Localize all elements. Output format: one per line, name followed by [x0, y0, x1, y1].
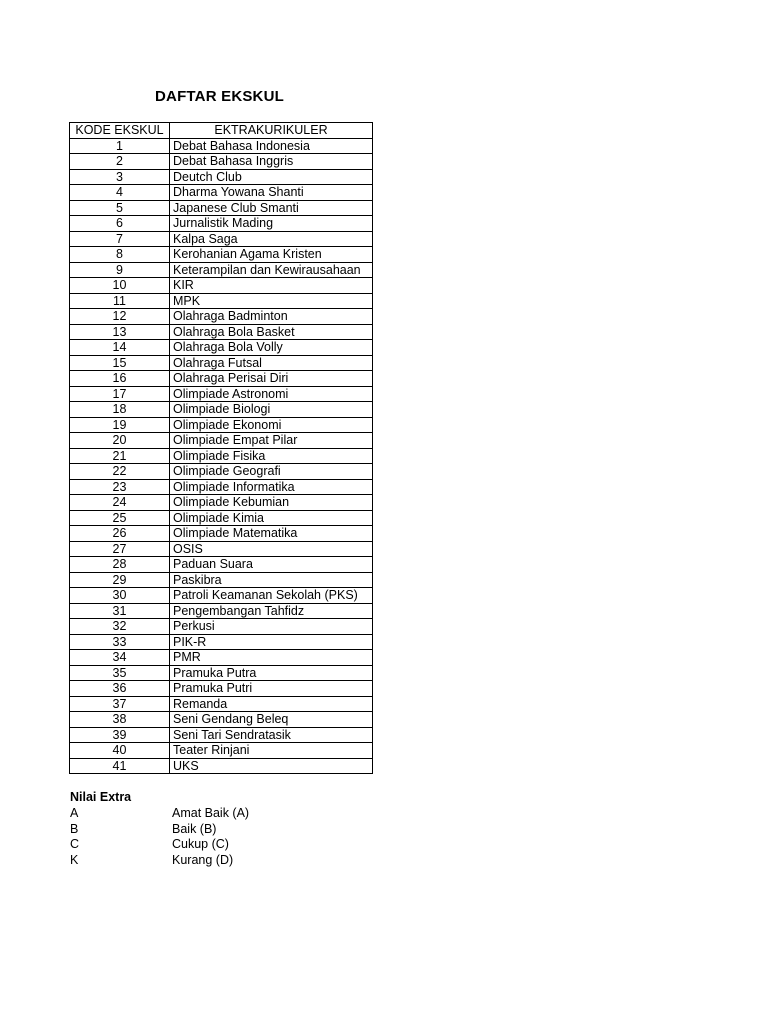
nilai-extra-code: K: [70, 852, 79, 867]
cell-kode: 23: [70, 479, 170, 495]
cell-kode: 8: [70, 247, 170, 263]
nilai-extra-item: [70, 837, 249, 853]
cell-kode: 4: [70, 185, 170, 201]
table-row: [70, 572, 373, 588]
table-row: [70, 588, 373, 604]
cell-ekstrakurikuler: Olimpiade Matematika: [170, 526, 373, 542]
cell-ekstrakurikuler: Olimpiade Fisika: [170, 448, 373, 464]
table-row: [70, 138, 373, 154]
table-row: [70, 355, 373, 371]
table-row: [70, 758, 373, 774]
table-row: [70, 526, 373, 542]
nilai-extra-item: [70, 806, 249, 822]
nilai-extra-label: Baik (B): [172, 821, 217, 836]
cell-ekstrakurikuler: Remanda: [170, 696, 373, 712]
cell-kode: 6: [70, 216, 170, 232]
cell-kode: 11: [70, 293, 170, 309]
cell-ekstrakurikuler: Debat Bahasa Indonesia: [170, 138, 373, 154]
cell-ekstrakurikuler: MPK: [170, 293, 373, 309]
cell-kode: 14: [70, 340, 170, 356]
table-row: [70, 681, 373, 697]
cell-kode: 24: [70, 495, 170, 511]
cell-ekstrakurikuler: Perkusi: [170, 619, 373, 635]
page-title: DAFTAR EKSKUL: [155, 88, 284, 105]
cell-ekstrakurikuler: Paduan Suara: [170, 557, 373, 573]
table-body: [70, 138, 373, 774]
cell-ekstrakurikuler: Olimpiade Informatika: [170, 479, 373, 495]
cell-kode: 20: [70, 433, 170, 449]
table-row: [70, 541, 373, 557]
table-row: [70, 727, 373, 743]
cell-ekstrakurikuler: Dharma Yowana Shanti: [170, 185, 373, 201]
table-row: [70, 448, 373, 464]
table-row: [70, 417, 373, 433]
cell-kode: 1: [70, 138, 170, 154]
ekskul-table: [69, 122, 373, 774]
cell-kode: 17: [70, 386, 170, 402]
nilai-extra-label: Kurang (D): [172, 852, 234, 867]
table-row: [70, 185, 373, 201]
cell-kode: 31: [70, 603, 170, 619]
cell-kode: 26: [70, 526, 170, 542]
cell-ekstrakurikuler: Deutch Club: [170, 169, 373, 185]
table-row: [70, 743, 373, 759]
table-row: [70, 216, 373, 232]
table-row: [70, 402, 373, 418]
table-row: [70, 169, 373, 185]
table-row: [70, 495, 373, 511]
cell-kode: 36: [70, 681, 170, 697]
table-row: [70, 371, 373, 387]
table-row: [70, 433, 373, 449]
cell-kode: 13: [70, 324, 170, 340]
cell-ekstrakurikuler: Kalpa Saga: [170, 231, 373, 247]
cell-kode: 2: [70, 154, 170, 170]
nilai-extra-item: [70, 853, 249, 869]
header-kode-ekskul: KODE EKSKUL: [70, 123, 170, 139]
cell-ekstrakurikuler: PIK-R: [170, 634, 373, 650]
cell-ekstrakurikuler: Japanese Club Smanti: [170, 200, 373, 216]
cell-ekstrakurikuler: Kerohanian Agama Kristen: [170, 247, 373, 263]
cell-kode: 25: [70, 510, 170, 526]
cell-kode: 39: [70, 727, 170, 743]
nilai-extra-list: [70, 806, 249, 868]
table-row: [70, 712, 373, 728]
table-row: [70, 386, 373, 402]
table-row: [70, 665, 373, 681]
nilai-extra-code: B: [70, 821, 79, 836]
cell-kode: 38: [70, 712, 170, 728]
cell-kode: 27: [70, 541, 170, 557]
table-row: [70, 262, 373, 278]
table-row: [70, 557, 373, 573]
cell-kode: 15: [70, 355, 170, 371]
cell-ekstrakurikuler: Olimpiade Kebumian: [170, 495, 373, 511]
cell-ekstrakurikuler: Olahraga Bola Basket: [170, 324, 373, 340]
nilai-extra-title: Nilai Extra: [70, 790, 132, 804]
nilai-extra-label: Cukup (C): [172, 837, 229, 851]
nilai-extra-code: C: [70, 837, 80, 851]
cell-kode: 28: [70, 557, 170, 573]
cell-kode: 35: [70, 665, 170, 681]
nilai-extra-item: [70, 822, 249, 838]
cell-ekstrakurikuler: Pramuka Putra: [170, 665, 373, 681]
table-row: [70, 479, 373, 495]
table-header-row: [70, 123, 373, 139]
cell-ekstrakurikuler: Pramuka Putri: [170, 681, 373, 697]
cell-kode: 12: [70, 309, 170, 325]
header-ekstrakurikuler: EKTRAKURIKULER: [170, 123, 373, 139]
cell-kode: 33: [70, 634, 170, 650]
cell-ekstrakurikuler: Jurnalistik Mading: [170, 216, 373, 232]
cell-ekstrakurikuler: Teater Rinjani: [170, 743, 373, 759]
cell-kode: 18: [70, 402, 170, 418]
cell-kode: 40: [70, 743, 170, 759]
cell-ekstrakurikuler: Pengembangan Tahfidz: [170, 603, 373, 619]
cell-kode: 22: [70, 464, 170, 480]
table-row: [70, 603, 373, 619]
table-row: [70, 154, 373, 170]
table-row: [70, 231, 373, 247]
table-row: [70, 634, 373, 650]
table-row: [70, 464, 373, 480]
cell-ekstrakurikuler: Paskibra: [170, 572, 373, 588]
cell-ekstrakurikuler: Keterampilan dan Kewirausahaan: [170, 262, 373, 278]
cell-kode: 30: [70, 588, 170, 604]
table-row: [70, 200, 373, 216]
nilai-extra-code: A: [70, 806, 79, 820]
table-row: [70, 340, 373, 356]
cell-ekstrakurikuler: Seni Gendang Beleq: [170, 712, 373, 728]
cell-ekstrakurikuler: Olimpiade Astronomi: [170, 386, 373, 402]
cell-kode: 32: [70, 619, 170, 635]
cell-kode: 29: [70, 572, 170, 588]
cell-ekstrakurikuler: UKS: [170, 758, 373, 774]
cell-ekstrakurikuler: Olimpiade Kimia: [170, 510, 373, 526]
table-row: [70, 324, 373, 340]
cell-kode: 37: [70, 696, 170, 712]
table-row: [70, 293, 373, 309]
cell-ekstrakurikuler: Seni Tari Sendratasik: [170, 727, 373, 743]
cell-ekstrakurikuler: OSIS: [170, 541, 373, 557]
cell-ekstrakurikuler: PMR: [170, 650, 373, 666]
cell-kode: 34: [70, 650, 170, 666]
cell-kode: 3: [70, 169, 170, 185]
table-row: [70, 309, 373, 325]
cell-ekstrakurikuler: Olahraga Bola Volly: [170, 340, 373, 356]
cell-kode: 16: [70, 371, 170, 387]
cell-ekstrakurikuler: Olimpiade Empat Pilar: [170, 433, 373, 449]
cell-ekstrakurikuler: Olahraga Badminton: [170, 309, 373, 325]
cell-kode: 9: [70, 262, 170, 278]
table-row: [70, 696, 373, 712]
cell-ekstrakurikuler: Debat Bahasa Inggris: [170, 154, 373, 170]
cell-kode: 10: [70, 278, 170, 294]
nilai-extra-label: Amat Baik (A): [172, 806, 250, 820]
cell-ekstrakurikuler: Olahraga Perisai Diri: [170, 371, 373, 387]
cell-kode: 5: [70, 200, 170, 216]
cell-kode: 41: [70, 758, 170, 774]
table-row: [70, 247, 373, 263]
cell-ekstrakurikuler: Olimpiade Geografi: [170, 464, 373, 480]
table-row: [70, 278, 373, 294]
cell-ekstrakurikuler: Olahraga Futsal: [170, 355, 373, 371]
cell-kode: 7: [70, 231, 170, 247]
cell-ekstrakurikuler: Patroli Keamanan Sekolah (PKS): [170, 588, 373, 604]
table-row: [70, 619, 373, 635]
cell-ekstrakurikuler: Olimpiade Biologi: [170, 402, 373, 418]
table-row: [70, 510, 373, 526]
cell-ekstrakurikuler: KIR: [170, 278, 373, 294]
cell-kode: 21: [70, 448, 170, 464]
cell-ekstrakurikuler: Olimpiade Ekonomi: [170, 417, 373, 433]
table-row: [70, 650, 373, 666]
cell-kode: 19: [70, 417, 170, 433]
